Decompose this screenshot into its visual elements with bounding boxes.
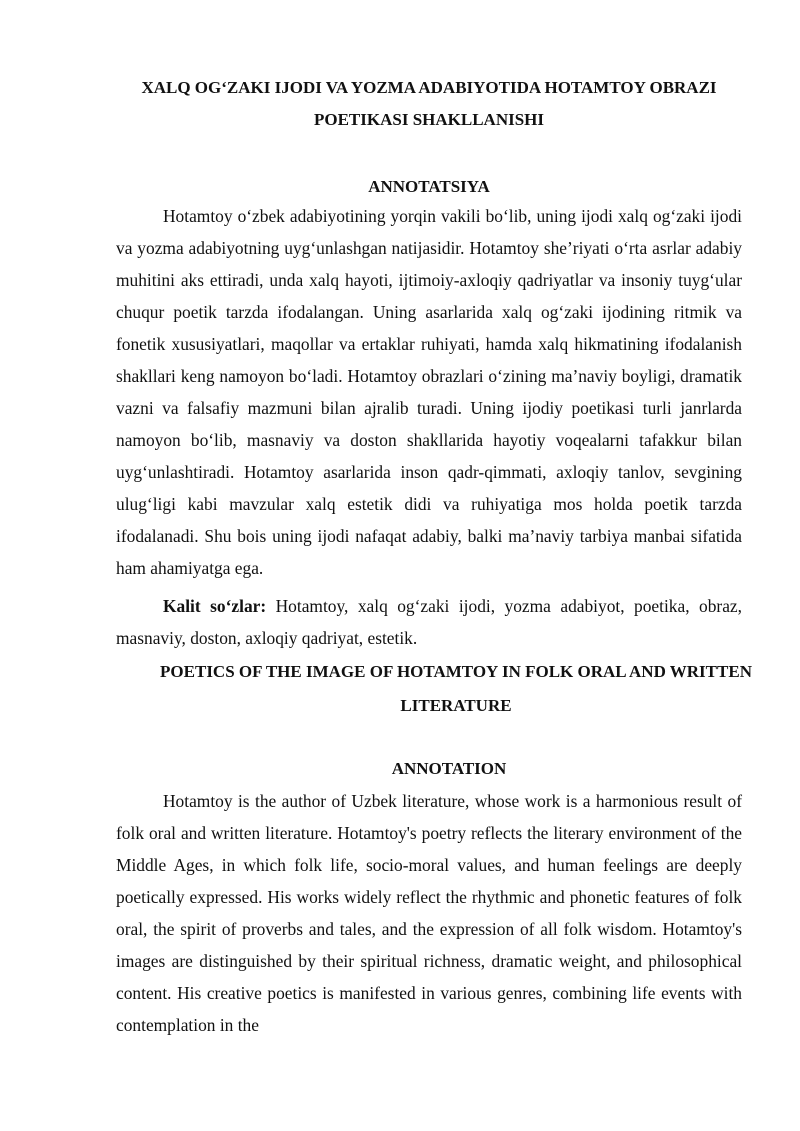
uz-keywords-list: Hotamtoy, xalq og‘zaki ijodi, yozma adabiyot, poetika, obraz, masnaviy, doston, axloqiy qadriyat, estetik. [116, 596, 742, 648]
uz-keywords-label: Kalit so‘zlar: [163, 596, 267, 616]
en-title: POETICS OF THE IMAGE OF HOTAMTOY IN FOLK ORAL AND WRITTEN LITERATURE [160, 662, 752, 715]
uz-keywords [116, 590, 742, 654]
uz-abstract: Hotamtoy o‘zbek adabiyotining yorqin vakili bo‘lib, uning ijodi xalq og‘zaki ijodi va yozma adabiyotning uyg‘unlashgan natijasidir. Hotamtoy she’riyati o‘rta asrlar adabiy muhitini aks ettiradi, unda xalq hayoti, ijtimoiy-axloqiy qadriyatlar va insoniy tuyg‘ular chuqur poetik tarzda ifodalangan. Uning asarlarida xalq og‘zaki ijodining ritmik va fonetik xususiyatlari, maqollar va ertaklar ruhiyati, hamda xalq hikmatining ifodalanish shakllari keng namoyon bo‘ladi. Hotamtoy obrazlari o‘zining ma’naviy boyligi, dramatik vazni va falsafiy mazmuni bilan ajralib turadi. Uning ijodiy poetikasi turli janrlarda namoyon bo‘lib, masnaviy va doston shakllarida hayotiy voqealarni tafakkur bilan uyg‘unlashtiradi. Hotamtoy asarlarida inson qadr-qimmati, axloqiy tanlov, sevgining ulug‘ligi kabi mavzular xalq estetik didi va ruhiyatiga mos holda poetik tarzda ifodalanadi. Shu bois uning ijodi nafaqat adabiy, balki ma’naviy tarbiya manbai sifatida ham ahamiyatga ega. [116, 206, 742, 578]
uz-annotation-heading: ANNOTATSIYA [368, 177, 490, 196]
uz-title: XALQ OG‘ZAKI IJODI VA YOZMA ADABIYOTIDA HOTAMTOY OBRAZI POETIKASI SHAKLLANISHI [141, 78, 717, 129]
en-abstract: Hotamtoy is the author of Uzbek literature, whose work is a harmonious result of folk oral and written literature. Hotamtoy's poetry reflects the literary environment of the Middle Ages, in which folk life, socio-moral values, and human feelings are deeply poetically expressed. His works widely reflect the rhythmic and phonetic features of folk oral, the spirit of proverbs and tales, and the expression of all folk wisdom. Hotamtoy's images are distinguished by their spiritual richness, dramatic weight, and philosophical content. His creative poetics is manifested in various genres, combining life events with contemplation in the [116, 791, 742, 1035]
en-annotation-heading: ANNOTATION [391, 759, 507, 778]
